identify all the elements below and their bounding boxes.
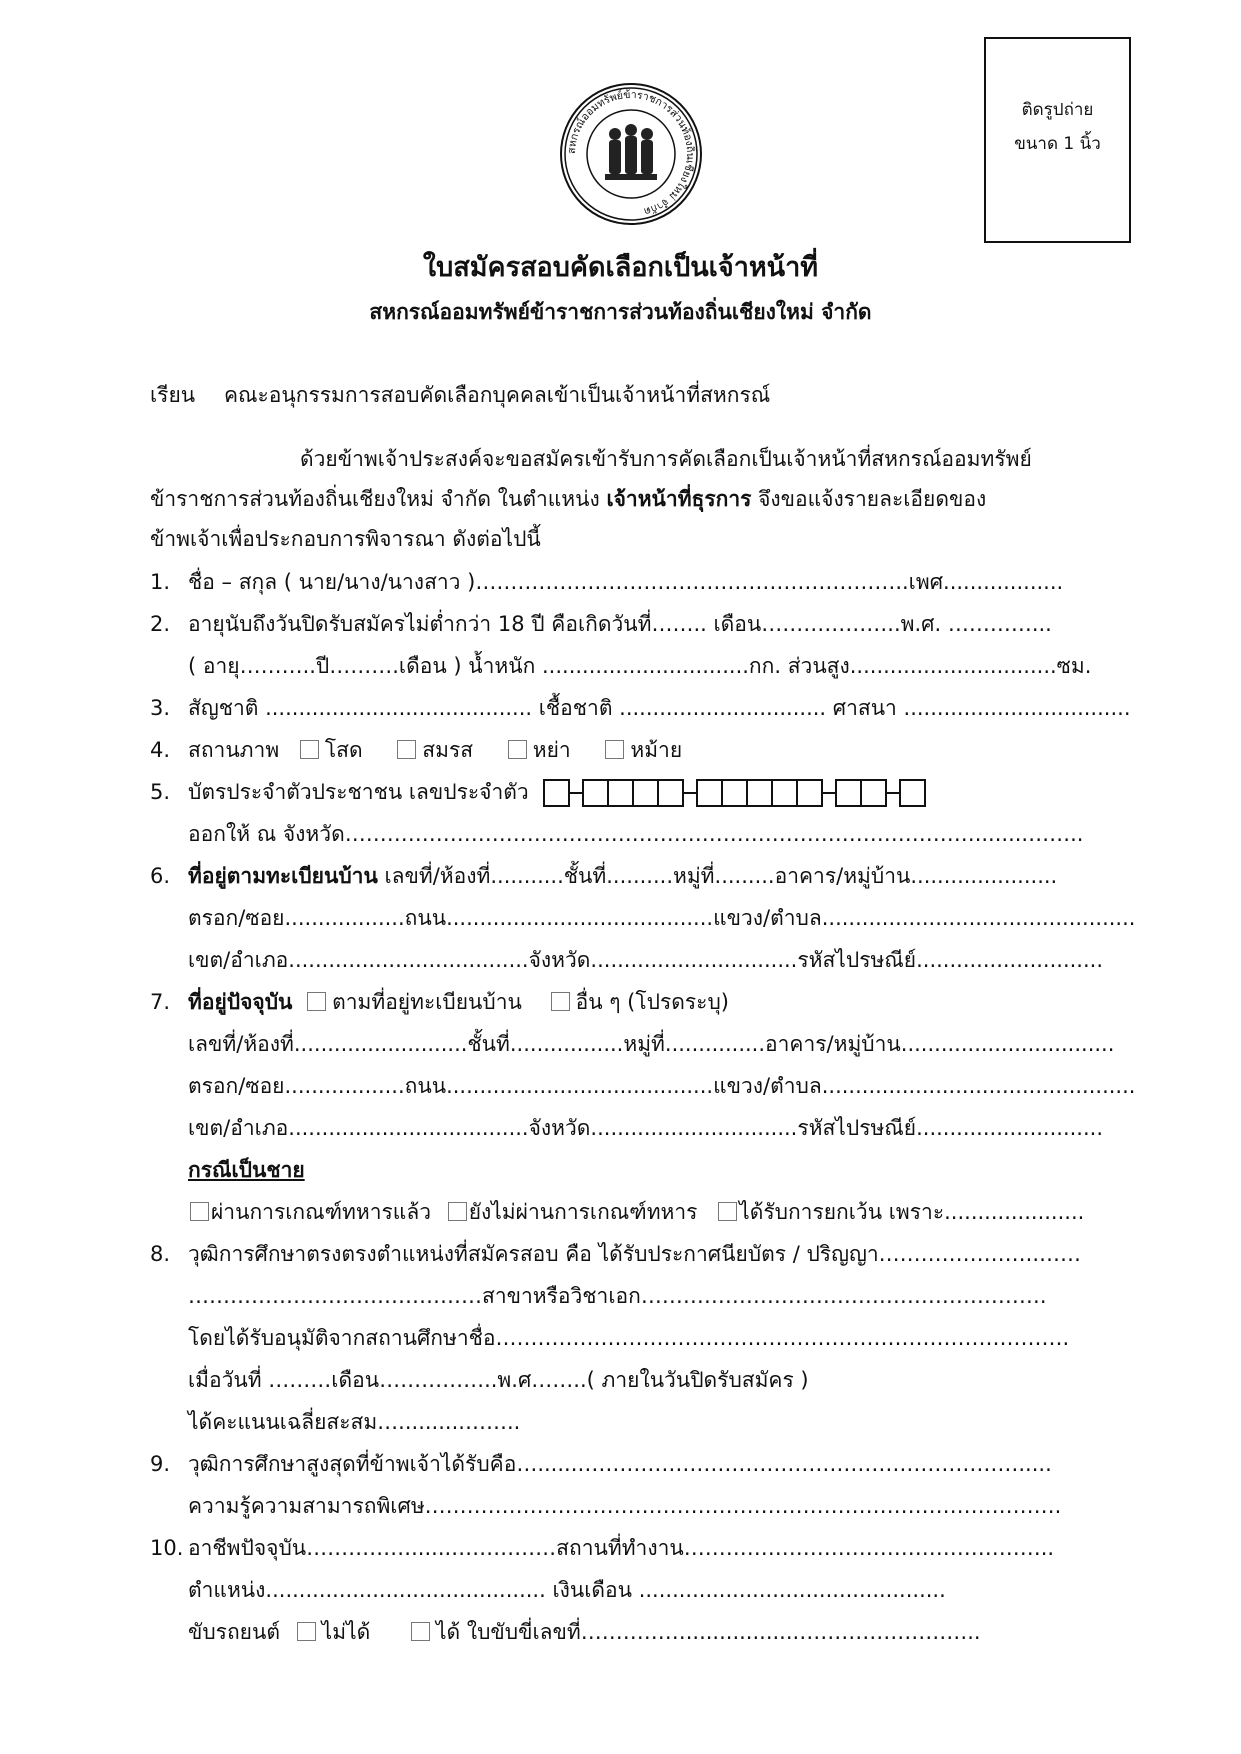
photo-box-line1: ติดรูปถ่าย [1021, 100, 1094, 120]
option-label: ตามที่อยู่ทะเบียนบ้าน [332, 990, 522, 1014]
military-status-row [188, 1197, 1084, 1227]
option-label: หม้าย [630, 738, 683, 762]
option-label: หย่า [532, 738, 571, 762]
id-issued-province-field[interactable]: ออกให้ ณ จังหวัด………………………………………………………………………………........…….. [188, 822, 1084, 846]
driving-row [188, 1617, 981, 1647]
male-section-heading: กรณีเป็นชาย [188, 1158, 305, 1182]
id-number-boxes[interactable] [543, 779, 926, 807]
form-subtitle: สหกรณ์ออมทรัพย์ข้าราชการส่วนท้องถิ่นเชียงใหม่ จำกัด [369, 300, 872, 324]
item-number: 1. [150, 570, 171, 594]
nationality-religion-field[interactable]: สัญชาติ ........................................ เชื้อชาติ ............................... ศาสนา .................................. [188, 696, 1131, 720]
checkbox-single[interactable] [300, 740, 319, 759]
option-label: โสด [324, 738, 363, 762]
license-number-field[interactable]: ใบขับขี่เลขที่…………….................…………………….. [460, 1620, 981, 1644]
institution-field[interactable]: โดยได้รับอนุมัติจากสถานศึกษาชื่อ………………………………………………………………………. [188, 1326, 1070, 1350]
checkbox-cannot-drive[interactable] [297, 1622, 316, 1641]
registered-address-line2[interactable]: ตรอก/ซอย..................ถนน........................................แขวง/ตำบล............................................... [188, 906, 1136, 930]
item-number: 9. [150, 1452, 171, 1476]
salutation-label: เรียน [150, 383, 196, 407]
intro-line3: ข้าพเจ้าเพื่อประกอบการพิจารณา ดังต่อไปนี้ [150, 527, 541, 551]
option-label: ได้รับการยกเว้น เพราะ..................... [739, 1200, 1085, 1224]
checkbox-can-drive[interactable] [411, 1622, 430, 1641]
highest-education-field[interactable]: วุฒิการศึกษาสูงสุดที่ข้าพเจ้าได้รับคือ…......………………………………………………………..... [188, 1452, 1052, 1476]
checkbox-married[interactable] [397, 740, 416, 759]
checkbox-same-as-registered[interactable] [307, 992, 326, 1011]
svg-text:สหกรณ์ออมทรัพย์ข้าราชการส่วนท้: สหกรณ์ออมทรัพย์ข้าราชการส่วนท้องถิ่นเชียงใหม่ จำกัด [565, 88, 697, 218]
qualification-field[interactable]: วุฒิการศึกษาตรงตรงตำแหน่งที่สมัครสอบ คือ ได้รับประกาศนียบัตร / ปริญญา…………………..…… [188, 1242, 1081, 1266]
graduation-date-field[interactable]: เมื่อวันที่ ………เดือน……………..พ.ศ……..( ภายในวันปิดรับสมัคร ) [188, 1368, 809, 1392]
id-card-row [188, 777, 926, 807]
position-name: เจ้าหน้าที่ธุรการ [606, 487, 752, 511]
current-address-line2[interactable]: ตรอก/ซอย..................ถนน........................................แขวง/ตำบล............................................... [188, 1074, 1136, 1098]
occupation-workplace-field[interactable]: อาชีพปัจจุบัน……………......……………สถานที่ทำงาน…………………………………………….. [188, 1536, 1055, 1560]
registered-address-line3[interactable]: เขต/อำเภอ....................................จังหวัด...............................รหัสไปรษณีย์............................ [188, 948, 1104, 972]
birthdate-field[interactable]: อายุนับถึงวันปิดรับสมัครไม่ต่ำกว่า 18 ปี คือเกิดวันที่…….. เดือน………………..พ.ศ. …………... [188, 612, 1052, 636]
item-number: 7. [150, 990, 171, 1014]
option-label: อื่น ๆ (โปรดระบุ) [575, 990, 729, 1014]
item-number: 8. [150, 1242, 171, 1266]
checkbox-military-not-done[interactable] [448, 1202, 467, 1221]
checkbox-other-address[interactable] [551, 992, 570, 1011]
marital-status-label: สถานภาพ [188, 738, 280, 762]
option-label: สมรส [422, 738, 474, 762]
registered-address-line1[interactable]: ที่อยู่ตามทะเบียนบ้าน เลขที่/ห้องที่...........ชั้นที่..........หมู่ที่.........อาคาร/หมู่บ้าน...................... [188, 864, 1058, 888]
current-address-line1[interactable]: เลขที่/ห้องที่..........................ชั้นที่.................หมู่ที่...............อาคาร/หมู่บ้าน................................ [188, 1032, 1115, 1056]
option-label: ได้ [435, 1620, 461, 1644]
checkbox-military-done[interactable] [190, 1202, 209, 1221]
item-number: 10. [150, 1536, 184, 1560]
current-address-heading: ที่อยู่ปัจจุบัน [188, 990, 293, 1014]
name-gender-field[interactable]: ชื่อ – สกุล ( นาย/นาง/นางสาว )……………………………………………………..เพศ.................. [188, 570, 1064, 594]
id-card-label: บัตรประจำตัวประชาชน เลขประจำตัว [188, 780, 529, 804]
registered-address-heading: ที่อยู่ตามทะเบียนบ้าน [188, 864, 378, 888]
item-number: 6. [150, 864, 171, 888]
current-address-line3[interactable]: เขต/อำเภอ....................................จังหวัด...............................รหัสไปรษณีย์............................ [188, 1116, 1104, 1140]
position-salary-field[interactable]: ตำแหน่ง.......................................... เงินเดือน .............................................. [188, 1578, 946, 1602]
cooperative-seal-logo [559, 82, 703, 226]
option-label: ผ่านการเกณฑ์ทหารแล้ว [211, 1200, 431, 1224]
checkbox-military-exempt[interactable] [718, 1202, 737, 1221]
checkbox-divorced[interactable] [508, 740, 527, 759]
intro-line2: ข้าราชการส่วนท้องถิ่นเชียงใหม่ จำกัด ในตำแหน่ง เจ้าหน้าที่ธุรการ จึงขอแจ้งรายละเอียดของ [150, 487, 987, 511]
photo-box-line2: ขนาด 1 นิ้ว [1014, 134, 1101, 154]
option-label: ไม่ได้ [321, 1620, 371, 1644]
driving-label: ขับรถยนต์ [188, 1620, 280, 1644]
item-number: 4. [150, 738, 171, 762]
form-title: ใบสมัครสอบคัดเลือกเป็นเจ้าหน้าที่ [422, 252, 819, 283]
item-number: 2. [150, 612, 171, 636]
checkbox-widowed[interactable] [605, 740, 624, 759]
special-skills-field[interactable]: ความรู้ความสามารถพิเศษ………………………………………………………………………………. [188, 1494, 1062, 1518]
gpa-field[interactable]: ได้คะแนนเฉลี่ยสะสม…..........…….. [188, 1410, 521, 1434]
intro-line1: ด้วยข้าพเจ้าประสงค์จะขอสมัครเข้ารับการคัดเลือกเป็นเจ้าหน้าที่สหกรณ์ออมทรัพย์ [300, 447, 1032, 471]
photo-box [984, 37, 1131, 243]
salutation-text: คณะอนุกรรมการสอบคัดเลือกบุคคลเข้าเป็นเจ้าหน้าที่สหกรณ์ [224, 383, 771, 407]
marital-status-row [188, 735, 682, 765]
current-address-row [188, 987, 729, 1017]
age-weight-height-field[interactable]: ( อายุ………..ปี……….เดือน ) น้ำหนัก ...............................กก. ส่วนสูง...............................ซม. [188, 654, 1092, 678]
option-label: ยังไม่ผ่านการเกณฑ์ทหาร [468, 1200, 698, 1224]
item-number: 3. [150, 696, 171, 720]
major-field[interactable]: ……………………………………สาขาหรือวิชาเอก…………………………………………………. [188, 1284, 1047, 1308]
item-number: 5. [150, 780, 171, 804]
